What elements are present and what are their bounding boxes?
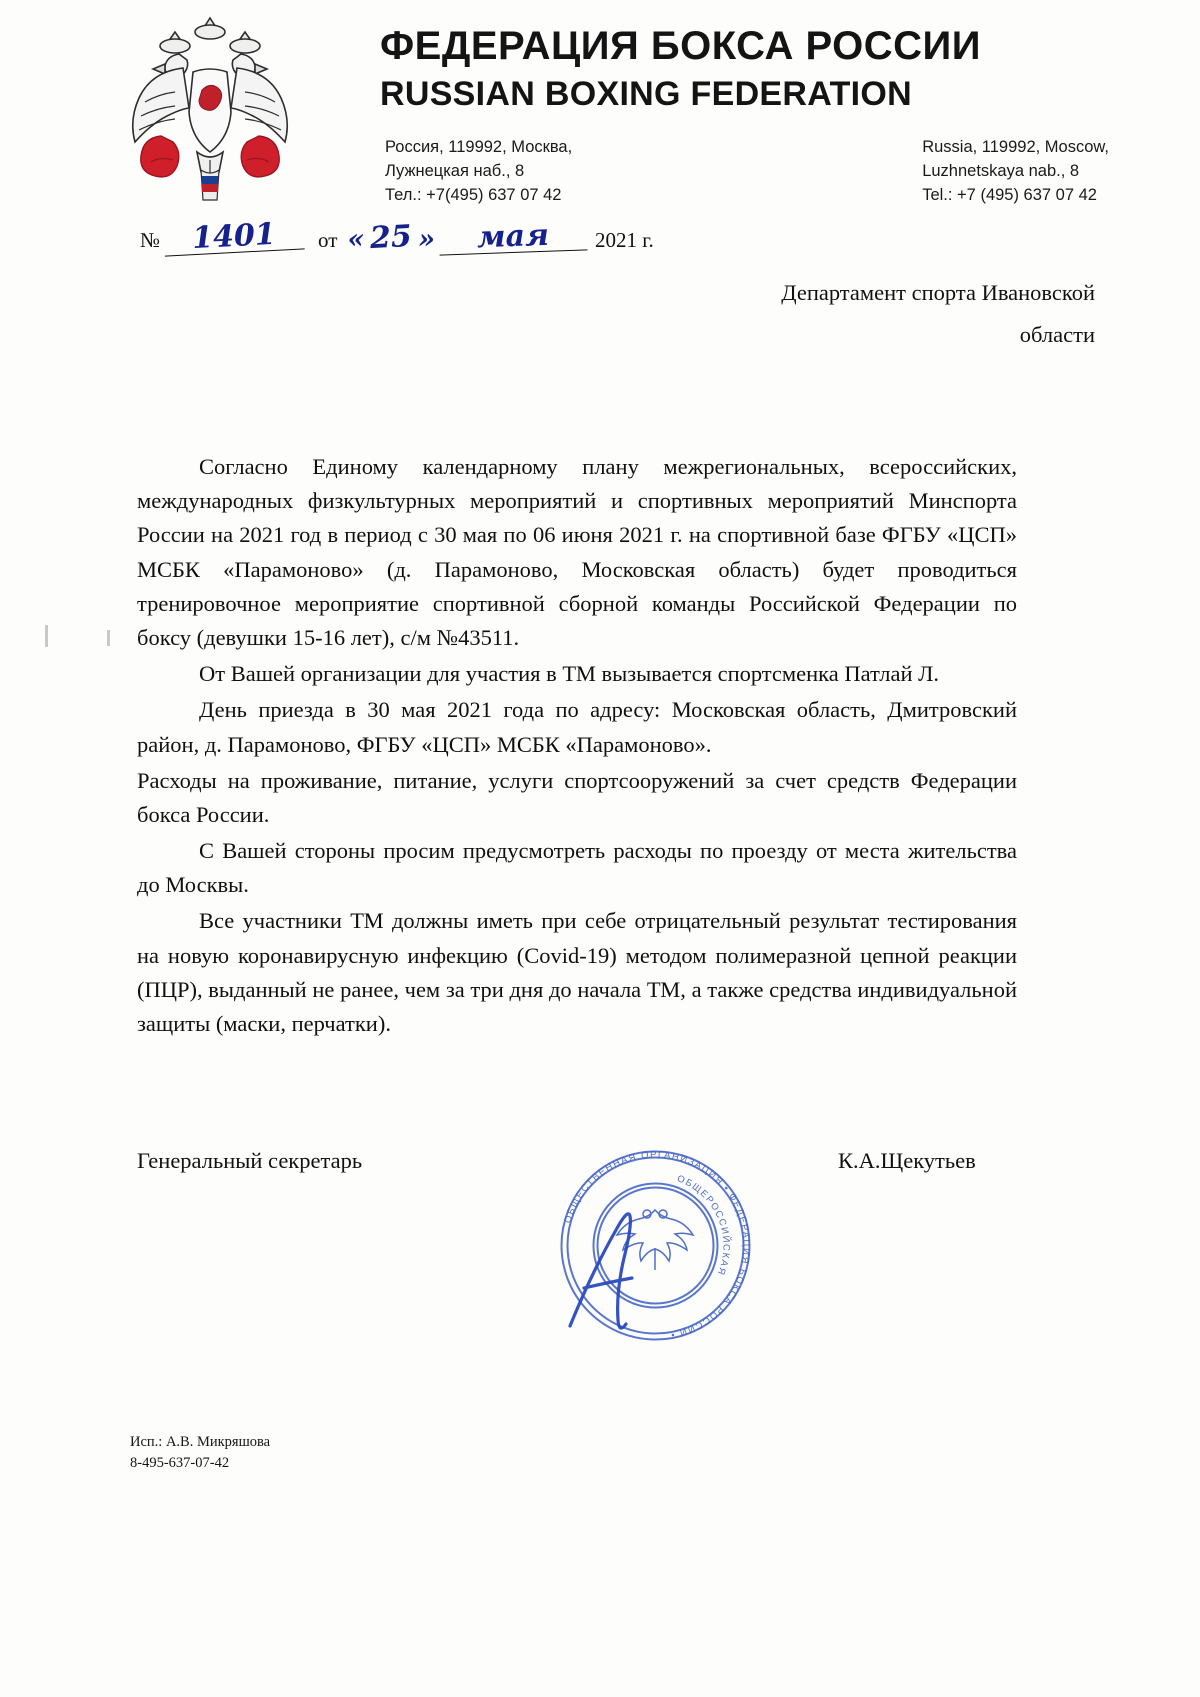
executor-footer [130,1432,270,1474]
addressee-line1: Департамент спорта Ивановской [781,280,1095,305]
svg-text:ОБЩЕРОССИЙСКАЯ: ОБЩЕРОССИЙСКАЯ [675,1173,732,1278]
executor-name: Исп.: А.В. Микряшова [130,1434,271,1450]
address-en-line1: Russia, 119992, Moscow, [922,138,1109,156]
reference-number-line [140,216,654,257]
body-paragraph: От Вашей организации для участия в ТМ вызывается спортсменка Патлай Л. [199,661,940,687]
address-ru-line3: Тел.: +7(495) 637 07 42 [385,185,562,204]
contact-addresses [385,136,1115,208]
number-label: № [140,228,161,252]
address-ru-line1: Россия, 119992, Москва, [385,138,573,156]
body-paragraph: Согласно Единому календарному плану межрегиональных, всероссийских, международных физкультурных мероприятий и спортивных мероприятий Минспорта России на 2021 год в период с 30 мая по 06 июня 2021 г. на спортивной базе ФГБУ «ЦСП» МСБК «Парамоново» (д. Парамоново, Московская область) будет проводиться тренировочное мероприятие спортивной сборной команды Российской Федерации по боксу (девушки 15-16 лет), с/м №43511. [137,454,1017,650]
quote-close: » [418,224,435,255]
letterhead [95,10,1115,210]
svg-text:ОБЩЕСТВЕННАЯ ОРГАНИЗАЦИЯ • ФЕД: ОБЩЕСТВЕННАЯ ОРГАНИЗАЦИЯ • ФЕДЕРАЦИЯ БОКСА РОССИИ • [562,1149,752,1341]
org-title-ru: ФЕДЕРАЦИЯ БОКСА РОССИИ [380,24,982,68]
body-paragraph: Расходы на проживание, питание, услуги спортсооружений за счет средств Федерации бокса России. [137,767,1017,827]
address-en-line2: Luzhnetskaya nab., 8 [922,161,1080,180]
russian-double-headed-eagle-with-boxing-gloves-emblem [105,10,315,210]
scan-artifact [45,625,48,647]
addressee-line2: области [1019,321,1095,347]
addressee-block [625,272,1095,355]
address-ru-line2: Лужнецкая наб., 8 [385,161,525,180]
scan-artifact [107,630,110,646]
quote-open: « [347,224,365,255]
number-value-handwritten: 1401 [163,218,304,256]
from-label: от [318,228,338,252]
org-title-en: RUSSIAN BOXING FEDERATION [380,75,913,113]
body-paragraph: С Вашей стороны просим предусмотреть расходы по проезду от места жительства до Москвы. [137,838,1017,898]
month-value-handwritten: мая [438,219,587,255]
address-ru [385,136,572,208]
address-en [922,136,1109,208]
address-en-line3: Tel.: +7 (495) 637 07 42 [922,185,1097,204]
signatory-name: К.А.Щекутьев [838,1148,976,1173]
day-value-handwritten: 25 [369,218,413,257]
round-official-seal-stamp [548,1138,763,1353]
body-paragraph: Все участники ТМ должны иметь при себе отрицательный результат тестирования на новую коронавирусную инфекцию (Covid-19) методом полимеразной цепной реакции (ПЦР), выданный не ранее, чем за три дня до начала ТМ, а также средства индивидуальной защиты (маски, перчатки). [137,908,1017,1036]
year-label: 2021 г. [594,228,654,252]
organization-titles [380,24,1110,114]
signatory-position: Генеральный секретарь [137,1148,363,1173]
executor-phone: 8-495-637-07-42 [130,1455,230,1472]
letter-body [137,450,1017,1041]
body-paragraph: День приезда в 30 мая 2021 года по адресу: Московская область, Дмитровский район, д. Парамоново, ФГБУ «ЦСП» МСБК «Парамоново». [137,697,1017,757]
